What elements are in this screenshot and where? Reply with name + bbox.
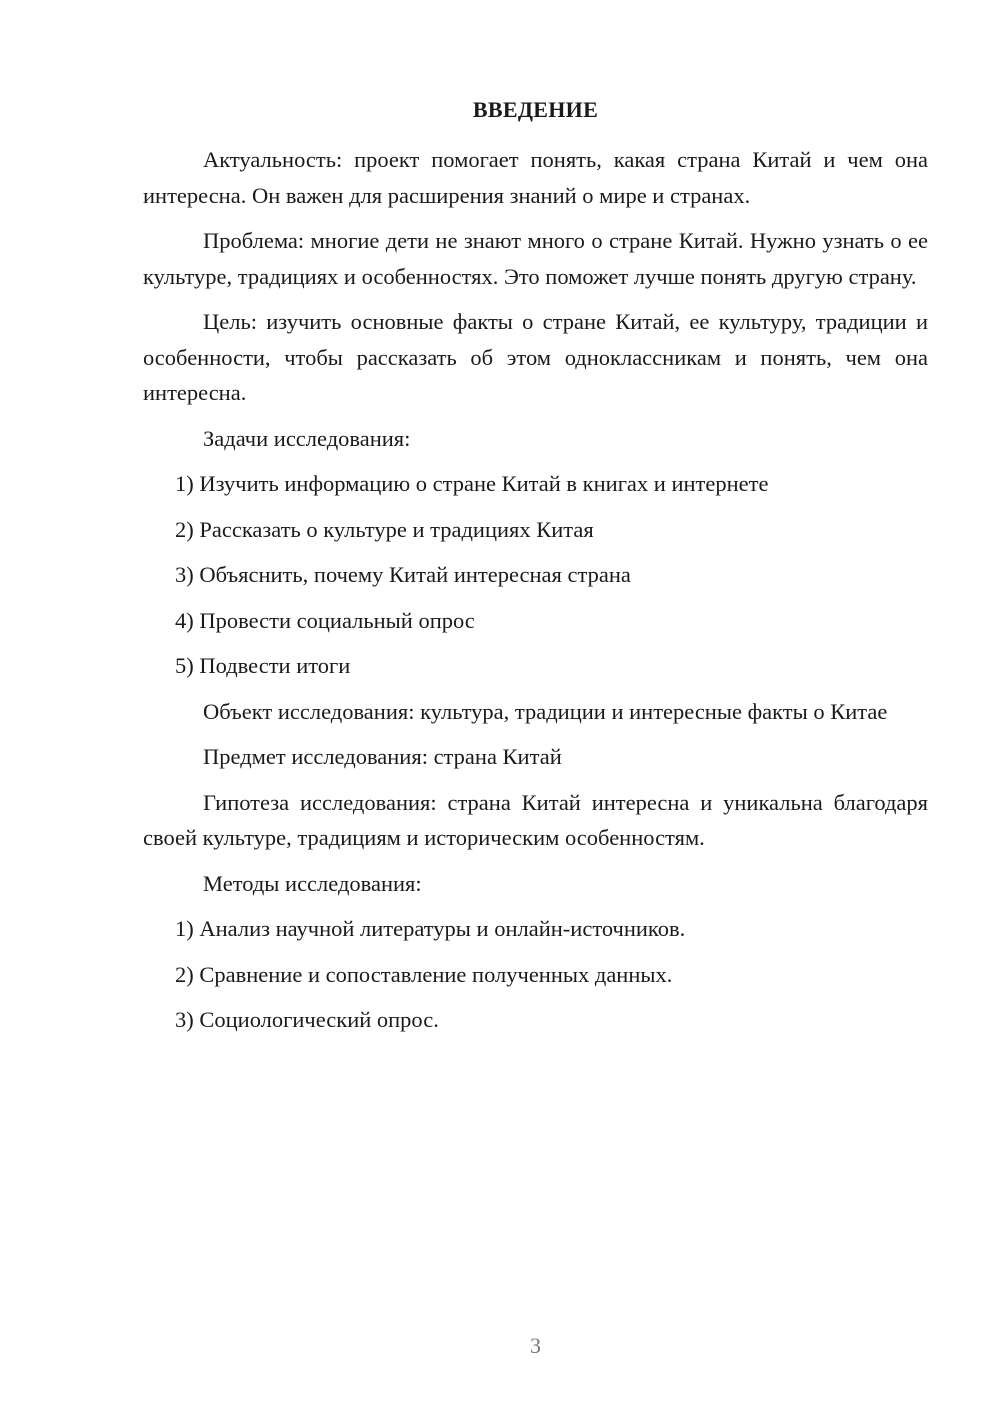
document-body — [143, 142, 928, 1048]
page-title: ВВЕДЕНИЕ — [472, 97, 599, 122]
methods-list — [143, 911, 928, 1038]
list-item: 1) Анализ научной литературы и онлайн-источников. — [175, 916, 686, 941]
list-item: 3) Социологический опрос. — [175, 1007, 439, 1032]
relevance-paragraph: Актуальность: проект помогает понять, какая страна Китай и чем она интересна. Он важен для расширения знаний о мире и странах. — [143, 147, 928, 208]
subject-paragraph: Предмет исследования: страна Китай — [203, 744, 562, 769]
tasks-list — [143, 466, 928, 684]
list-item: 5) Подвести итоги — [175, 653, 351, 678]
list-item: 2) Рассказать о культуре и традициях Китая — [175, 516, 594, 542]
page-number: 3 — [530, 1333, 541, 1358]
document-page — [143, 0, 928, 1414]
goal-paragraph: Цель: изучить основные факты о стране Китай, ее культуру, традиции и особенности, чтобы рассказать об этом одноклассникам и понять, чем она интересна. — [143, 309, 928, 405]
object-paragraph: Объект исследования: культура, традиции и интересные факты о Китае — [203, 698, 888, 724]
problem-paragraph: Проблема: многие дети не знают много о стране Китай. Нужно узнать о ее культуре, традициях и особенностях. Это поможет лучше понять другую страну. — [143, 228, 928, 289]
list-item: 1) Изучить информацию о стране Китай в книгах и интернете — [175, 471, 769, 496]
list-item: 2) Сравнение и сопоставление полученных данных. — [175, 961, 673, 987]
hypothesis-paragraph: Гипотеза исследования: страна Китай интересна и уникальна благодаря своей культуре, традициям и историческим особенностям. — [143, 789, 928, 850]
list-item: 3) Объяснить, почему Китай интересная страна — [175, 562, 631, 587]
list-item: 4) Провести социальный опрос — [175, 607, 475, 633]
tasks-heading: Задачи исследования: — [203, 425, 411, 451]
methods-heading: Методы исследования: — [203, 870, 422, 896]
